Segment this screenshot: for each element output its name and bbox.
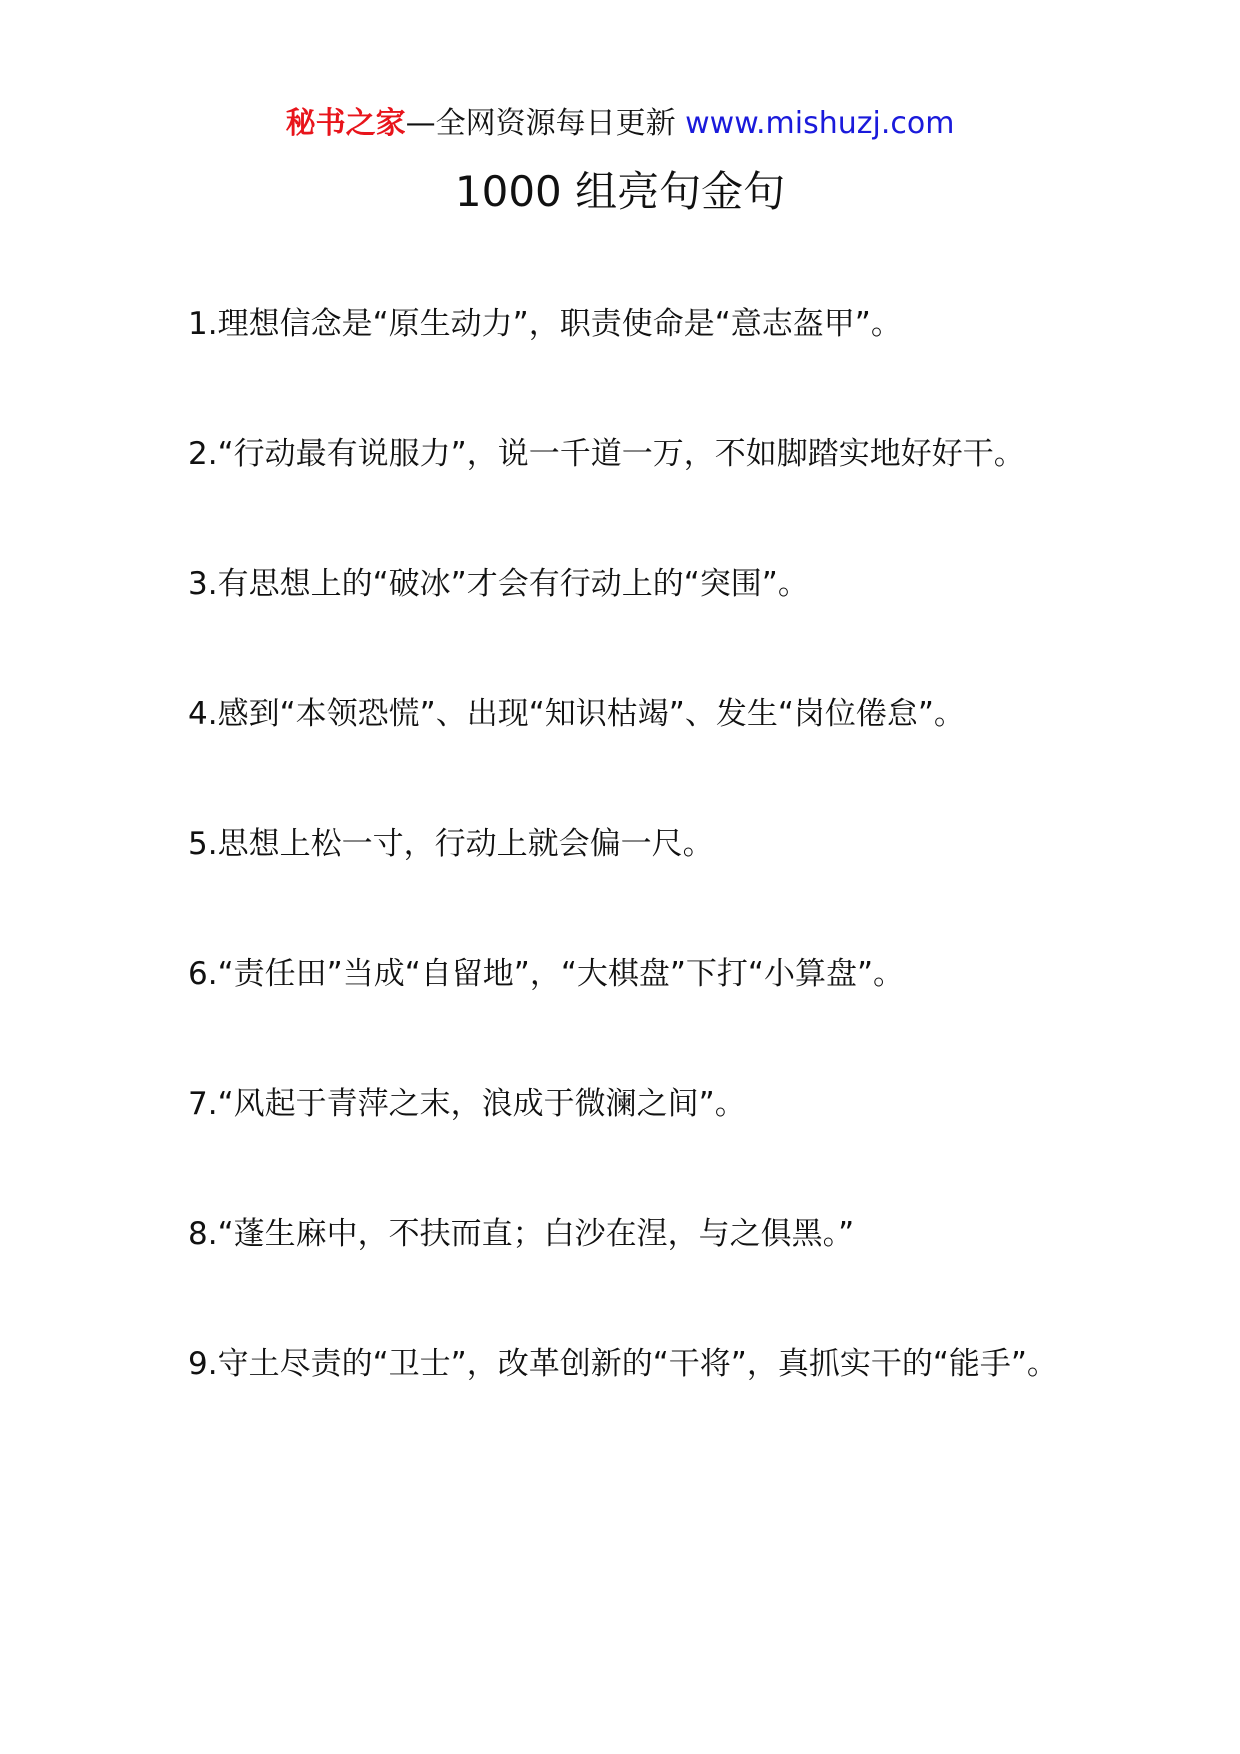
site-url-link[interactable]: www.mishuzj.com [685,106,955,141]
list-item: 3.有思想上的“破冰”才会有行动上的“突围”。 [188,566,809,602]
list-item: 1.理想信念是“原生动力”，职责使命是“意志盔甲”。 [188,306,902,342]
document-title: 1000 组亮句金句 [454,167,786,216]
list-item: 6.“责任田”当成“自留地”，“大棋盘”下打“小算盘”。 [188,956,905,992]
quote-list [188,292,1060,1462]
list-item: 8.“蓬生麻中，不扶而直；白沙在涅，与之俱黑。” [188,1216,855,1252]
header-tagline: —全网资源每日更新 [405,106,686,141]
list-item: 2.“行动最有说服力”，说一千道一万，不如脚踏实地好好干。 [188,436,1025,472]
list-item: 4.感到“本领恐慌”、出现“知识枯竭”、发生“岗位倦怠”。 [188,696,965,732]
list-item: 9.守土尽责的“卫士”，改革创新的“干将”，真抓实干的“能手”。 [188,1346,1058,1382]
list-item: 7.“风起于青萍之末，浪成于微澜之间”。 [188,1086,746,1122]
list-item: 5.思想上松一寸，行动上就会偏一尺。 [188,826,714,862]
site-header [0,100,1240,148]
brand-name: 秘书之家 [285,106,406,141]
